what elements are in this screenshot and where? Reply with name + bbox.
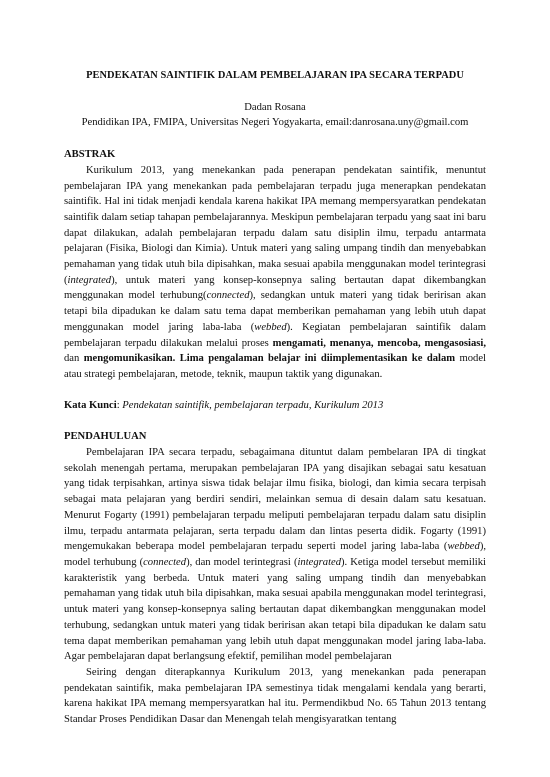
author-name: Dadan Rosana	[244, 101, 306, 113]
keywords-value: Pendekatan saintifik, pembelajaran terpadu, Kurikulum 2013	[122, 399, 384, 411]
abstract-bold-steps: mengamati, menanya, mencoba, mengasosiasi,	[272, 337, 486, 349]
intro-term-webbed: webbed	[447, 541, 480, 553]
abstract-term-integrated: integrated	[67, 274, 112, 286]
abstract-text: ), sedangkan untuk materi yang tidak beririsan akan tetapi bila dipadukan ke dalam satu tema dapat memberikan pemahaman yang lebih utuh dapat menggunakan model jaring laba-laba (	[64, 290, 487, 333]
intro-term-connected: connected	[143, 556, 187, 568]
paper-title: PENDEKATAN SAINTIFIK DALAM PEMBELAJARAN IPA SECARA TERPADU	[86, 70, 464, 81]
abstract-text: model atau strategi pembelajaran, metode, teknik, maupun taktik yang digunakan.	[64, 353, 486, 380]
abstract-heading: ABSTRAK	[64, 149, 116, 161]
intro-text: ), model terhubung (	[64, 541, 486, 568]
keywords-line	[64, 398, 486, 414]
intro-text: Pembelajaran IPA secara terpadu, sebagaimana dituntut dalam pembelaran IPA di tingkat sekolah menengah pertama, merupakan pembelajaran IPA yang disajikan sebagai satu kesatuan yang tidak terpisahkan, artinya siswa tidak belajar ilmu fisika, biologi, dan kimia secara terpisah sebagai mata pelajaran yang berdiri sendiri, melainkan semua di desain dalam satu kesatuan. Menurut Fogarty (1991) pembelajaran terpadu meliputi pembelajaran terpadu dalam satu disiplin ilmu, terpadu antarmata pelajaran, serta terpadu dalam dan lintas peserta didik. Fogarty (1991) mengemukakan beberapa model pembelajaran terpadu seperti model jaring laba-laba (	[64, 447, 486, 553]
intro-text: ). Ketiga model tersebut memiliki karakteristik yang berbeda. Untuk materi yang saling umpang tindih dan menyebabkan pemahaman yang tidak utuh bila dipisahkan, maka sesuai apabila menggunakan model terintegrasi, untuk materi yang konsep-konsepnya saling bertautan dapat dikembangkan menggunakan model terhubung, sedangkan untuk materi yang tidak beririsan akan tetapi bila dipadukan ke dalam satu tema dapat memberikan pemahaman yang lebih utuh dapat menggunakan model jaring laba-laba. Agar pembelajaran dapat berlangsung efektif, pemilihan model pembelajaran	[64, 556, 486, 663]
abstract-text: ), untuk materi yang konsep-konsepnya saling bertautan dapat dikembangkan menggunakan model terhubung(	[64, 274, 486, 302]
abstract-term-webbed: webbed	[254, 321, 287, 333]
abstract-bold-experience: mengomunikasikan. Lima pengalaman belajar ini diimplementasikan ke dalam	[83, 353, 456, 365]
intro-heading: PENDAHULUAN	[64, 431, 147, 443]
keywords-separator: :	[116, 399, 123, 411]
intro-paragraph-1	[64, 445, 486, 665]
author-affiliation: Pendidikan IPA, FMIPA, Universitas Negeri Yogyakarta, email:danrosana.uny@gmail.com	[81, 117, 469, 129]
abstract-text: ). Kegiatan pembelajaran saintifik dalam pembelajaran terpadu dilakukan melalui proses	[64, 321, 486, 349]
abstract-term-connected: connected	[206, 290, 250, 302]
abstract-text: dan	[64, 353, 84, 365]
intro-term-integrated: integrated	[297, 556, 342, 568]
intro-paragraph-2: Seiring dengan diterapkannya Kurikulum 2013, yang menekankan pada penerapan pendekatan saintifik, maka pembelajaran IPA semestinya tidak mengalami kendala yang berarti, karena hakikat IPA memang mempersyaratkan hal itu. Permendikbud No. 65 Tahun 2013 tentang Standar Proses Pendidikan Dasar dan Menengah telah mengisyaratkan tentang	[64, 666, 486, 726]
keywords-label: Kata Kunci	[64, 399, 117, 411]
abstract-paragraph	[64, 163, 486, 383]
intro-text: ), dan model terintegrasi (	[186, 556, 298, 568]
abstract-text: Kurikulum 2013, yang menekankan pada penerapan pendekatan saintifik, menuntut pembelajaran IPA yang menekankan pada pembelajaran terpadu juga menerapkan pendekatan saintifik. Hal ini tidak menjadi kendala karena hakikat IPA memang mempersyaratkan pendekatan saintifik dalam setiap tahapan pembelajarannya. Meskipun pembelajaran terpadu yang saat ini baru dapat dilakukan, adalah pembelajaran terpadu dalam satu disiplin ilmu, terpadu antarmata pelajaran (Fisika, Biologi dan Kimia). Untuk materi yang saling umpang tindih dan menyebabkan pemahaman yang tidak utuh bila dipisahkan, maka sesuai apabila menggunakan model terintegrasi (	[64, 164, 486, 286]
